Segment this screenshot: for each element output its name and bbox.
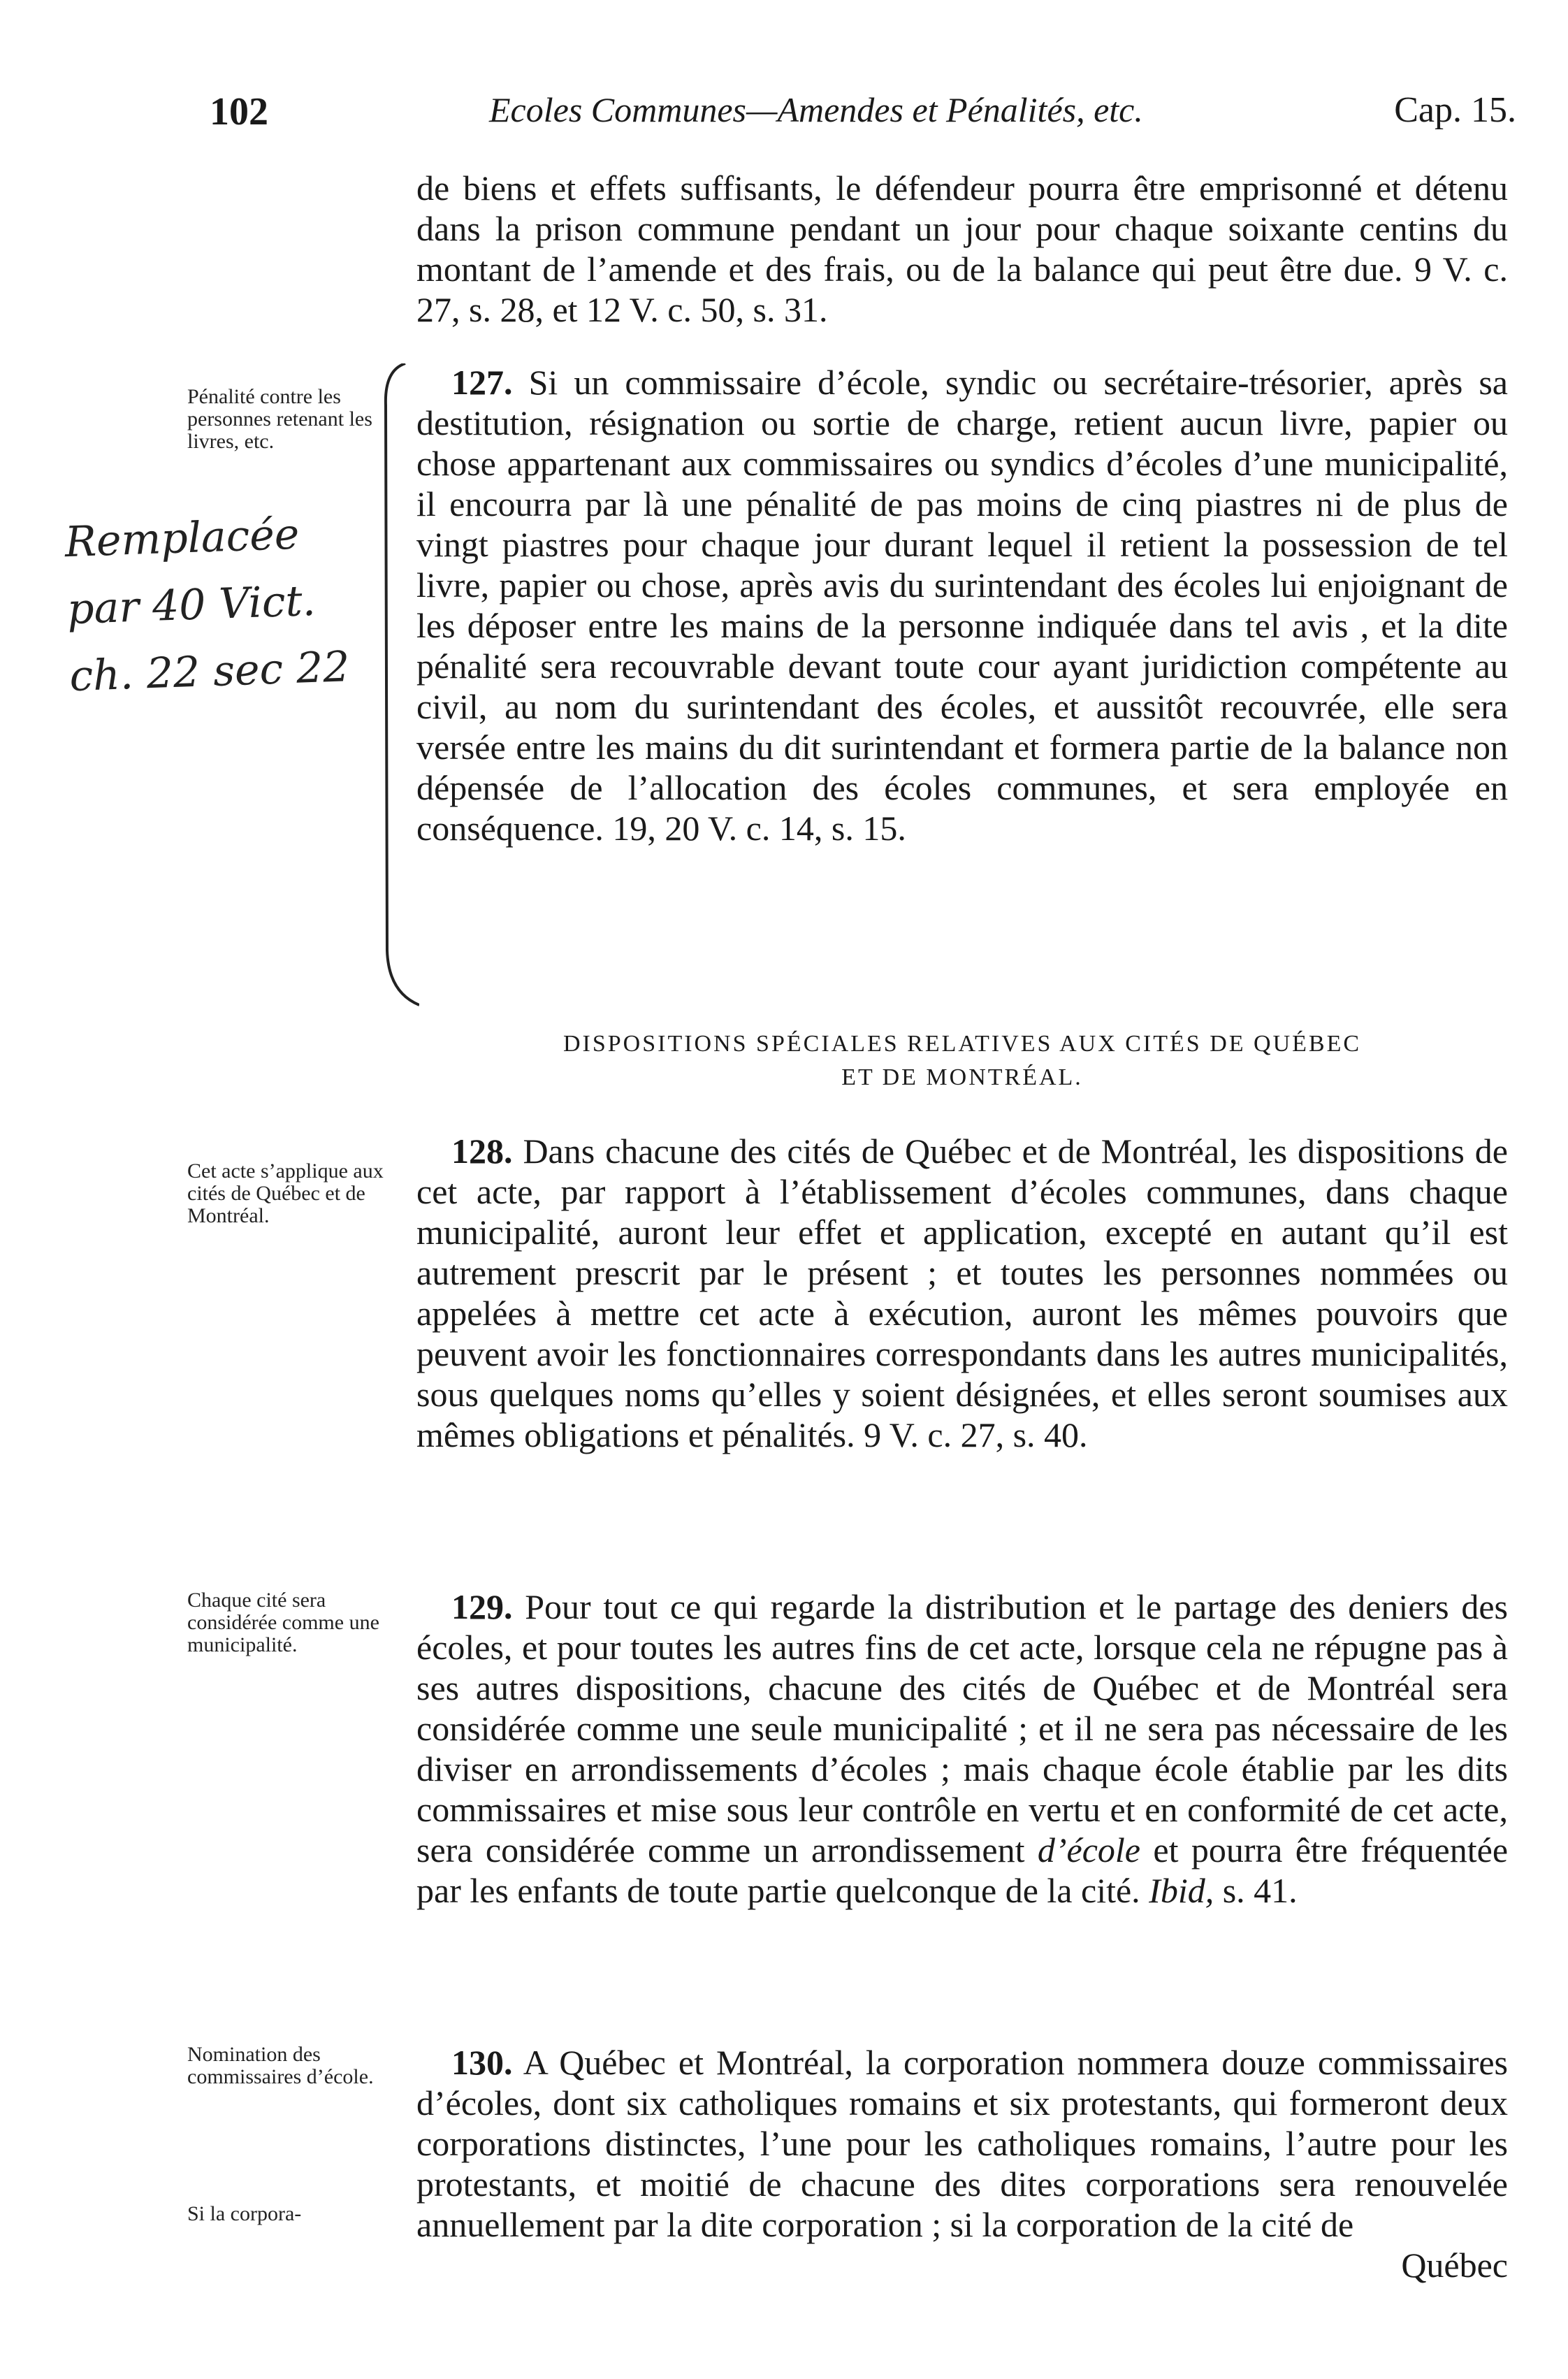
margin-note-130: Nomination des commissaires d’école. <box>187 2043 374 2088</box>
section-text-130: A Québec et Montréal, la corporation nommera douze commissaires d’écoles, dont six catholiques romains et six protestants, qui formeront deux corporations distinctes, l’une pour les catholiques romains, l’autre pour les protestants, et moitié de chacune des dites corporations sera renouvelée annuellement par la dite corporation ; si la corporation de la cité de <box>416 2043 1508 2244</box>
section-129 <box>416 1586 1508 1911</box>
section-text-127: Si un commissaire d’école, syndic ou secrétaire-trésorier, après sa destitution, résignation ou sortie de charge, retient aucun livre, papier ou chose appartenant aux commissaires ou syndics d’écoles d’une municipalité, il encourra par là une pénalité de pas moins de cinq piastres ni de plus de vingt piastres pour chaque jour durant lequel il retient la possession de tel livre, papier ou chose, après avis du surintendant des écoles lui enjoignant de les déposer entre les mains de la personne indiquée dans tel avis , et la dite pénalité sera recouvrable devant toute cour ayant juridiction compétente au civil, au nom du surintendant des écoles, et aussitôt recouvrée, elle sera versée entre les mains du dit surintendant et formera partie de la balance non dépensée de l’allocation des écoles communes, et sera employée en conséquence. 19, 20 V. c. 14, s. 15. <box>416 363 1508 848</box>
section-text-129a: Pour tout ce qui regarde la distribution et le partage des deniers des écoles, et pour toutes les autres fins de cet acte, lorsque cela ne répugne pas à ses autres dispositions, chacune des cités de Québec et de Montréal sera considérée comme une seule municipalité ; et il ne sera pas nécessaire de les diviser en arrondissements d’écoles ; mais chaque école établie par les dits commissaires et mise sous leur contrôle en vertu et en conformité de cet acte, sera considérée comme un arrondissement <box>416 1587 1508 1870</box>
handwritten-annotation <box>64 498 399 710</box>
section-127 <box>416 362 1508 848</box>
section-text-128: Dans chacune des cités de Québec et de Montréal, les dispositions de cet acte, par rapport à l’établissement d’écoles communes, dans chaque municipalité, auront leur effet et application, excepté en autant qu’il est autrement prescrit par le présent ; et toutes les personnes nommées ou appelées à mettre cet acte à exécution, auront les mêmes pouvoirs que peuvent avoir les fonctionnaires correspondants dans les autres municipalités, sous quelques noms qu’elles y soient désignées, et elles seront soumises aux mêmes obligations et pénalités. 9 V. c. 27, s. 40. <box>416 1131 1509 1454</box>
chapter-reference: Cap. 15. <box>1394 90 1516 130</box>
margin-note-129: Chaque cité sera considérée comme une municipalité. <box>187 1589 379 1656</box>
section-128 <box>416 1131 1508 1455</box>
section-number-129: 129. <box>451 1587 513 1626</box>
annotation-line-2: par 40 Vict. <box>66 576 317 635</box>
section-text-129b: et pourra être fréquentée par les enfants de toute partie quelconque de la cité. <box>416 1830 1509 1910</box>
section-number-130: 130. <box>451 2043 513 2082</box>
annotation-line-1: Remplacée <box>64 509 300 567</box>
reference-ibid: Ibid, <box>1149 1871 1214 1910</box>
page-number: 102 <box>210 90 268 133</box>
paragraph-continuation: de biens et effets suffisants, le défendeur pourra être emprisonné et détenu dans la prison commune pendant un jour pour chaque soixante centins du montant de l’amende et des frais, ou de la balance qui peut être due. 9 V. c. 27, s. 28, et 12 V. c. 50, s. 31. <box>416 168 1508 329</box>
annotation-line-3: ch. 22 sec 22 <box>68 642 351 702</box>
section-number-127: 127. <box>451 363 513 402</box>
heading-line-2: ET DE MONTRÉAL. <box>841 1064 1083 1090</box>
running-head <box>210 89 1523 145</box>
margin-note-128: Cet acte s’applique aux cités de Québec et de Montréal. <box>187 1159 384 1227</box>
heading-line-1: DISPOSITIONS SPÉCIALES RELATIVES AUX CITÉS DE QUÉBEC <box>562 1031 1362 1057</box>
catchword: Québec <box>1401 2246 1508 2285</box>
section-heading <box>416 1027 1508 1094</box>
section-text-129-italic: d’école <box>1037 1830 1140 1870</box>
margin-note-127: Pénalité contre les personnes retenant les livres, etc. <box>187 385 372 453</box>
section-number-128: 128. <box>451 1131 513 1171</box>
reference-129: s. 41. <box>1222 1871 1298 1910</box>
margin-note-130-continued: Si la corpora- <box>187 2202 302 2225</box>
section-130 <box>416 2042 1508 2285</box>
running-title: Ecoles Communes—Amendes et Pénalités, etc. <box>489 90 1143 129</box>
